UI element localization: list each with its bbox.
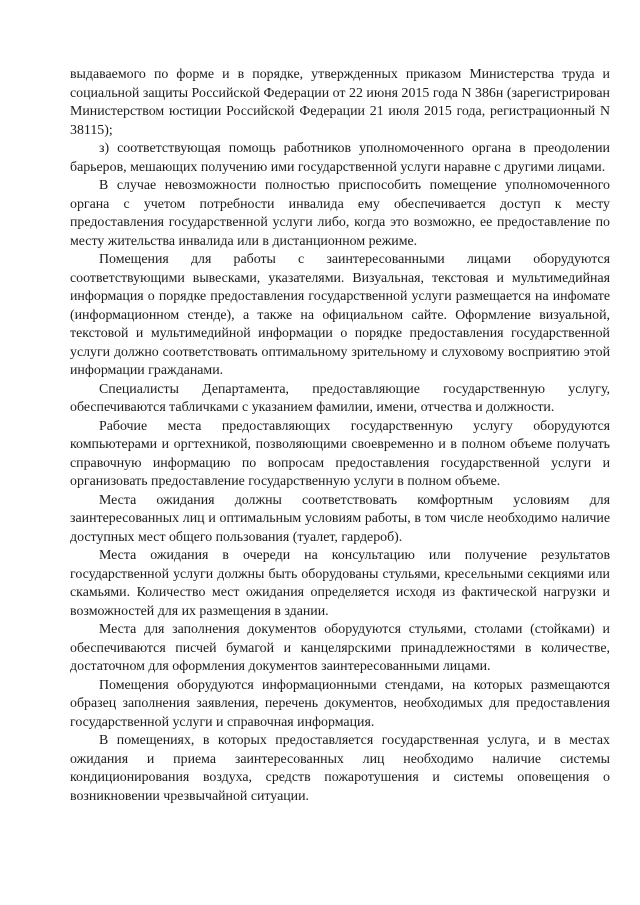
paragraph-workplaces: Рабочие места предоставляющих государственную услугу оборудуются компьютерами и оргтехникой, позволяющими своевременно и в полном объеме получать справочную информацию по вопросам предоставления государственной услуги и организовать предоставление государственную услуги в полном объеме. <box>70 418 610 489</box>
paragraph-document-filling: Места для заполнения документов оборудуются стульями, столами (стойками) и обеспечиваются писчей бумагой и канцелярскими принадлежностями в количестве, достаточном для оформления документов заинтересованными лицами. <box>70 622 610 674</box>
paragraph-info-stands: Помещения оборудуются информационными стендами, на которых размещаются образец заполнения заявления, перечень документов, необходимых для предоставления государственной услуги и справочная информация. <box>70 677 610 730</box>
paragraph-waiting-places: Места ожидания должны соответствовать комфортным условиям для заинтересованных лиц и оптимальным условиям работы, в том числе необходимо наличие доступных мест общего пользования (туалет, гардероб). <box>70 492 610 545</box>
paragraph-premises-information: Помещения для работы с заинтересованными лицами оборудуются соответствующими вывесками, указателями. Визуальная, текстовая и мультимедийная информация о порядке предоставления государственной услуги размещается на инфомате (информационном стенде), а также на официальном сайте. Оформление визуальной, текстовой и мультимедийной информации о порядке предоставления государственной услуги должно соответствовать оптимальному зрительному и слуховому восприятию этой информации гражданами. <box>70 252 610 378</box>
document-body <box>70 66 610 806</box>
paragraph-item-z: з) соответствующая помощь работников уполномоченного органа в преодолении барьеров, мешающих получению ими государственной услуги наравне с другими лицами. <box>70 141 610 175</box>
paragraph-specialists: Специалисты Департамента, предоставляющие государственную услугу, обеспечиваются табличками с указанием фамилии, имени, отчества и должности. <box>70 381 610 415</box>
paragraph-safety-systems: В помещениях, в которых предоставляется государственная услуга, и в местах ожидания и приема заинтересованных лиц необходимо наличие системы кондиционирования воздуха, средств пожаротушения и системы оповещения о возникновении чрезвычайной ситуации. <box>70 733 610 804</box>
paragraph-accessibility: В случае невозможности полностью приспособить помещение уполномоченного органа с учетом потребности инвалида ему обеспечивается доступ к месту предоставления государственной услуги либо, когда это возможно, ее предоставление по месту жительства инвалида или в дистанционном режиме. <box>70 178 610 249</box>
paragraph-queue-places: Места ожидания в очереди на консультацию или получение результатов государственной услуги должны быть оборудованы стульями, кресельными секциями или скамьями. Количество мест ожидания определяется исходя из фактической нагрузки и возможностей для их размещения в здании. <box>70 548 610 619</box>
paragraph-continuation: выдаваемого по форме и в порядке, утвержденных приказом Министерства труда и социальной защиты Российской Федерации от 22 июня 2015 года N 386н (зарегистрирован Министерством юстиции Российской Федерации 21 июля 2015 года, регистрационный N 38115); <box>70 67 610 138</box>
